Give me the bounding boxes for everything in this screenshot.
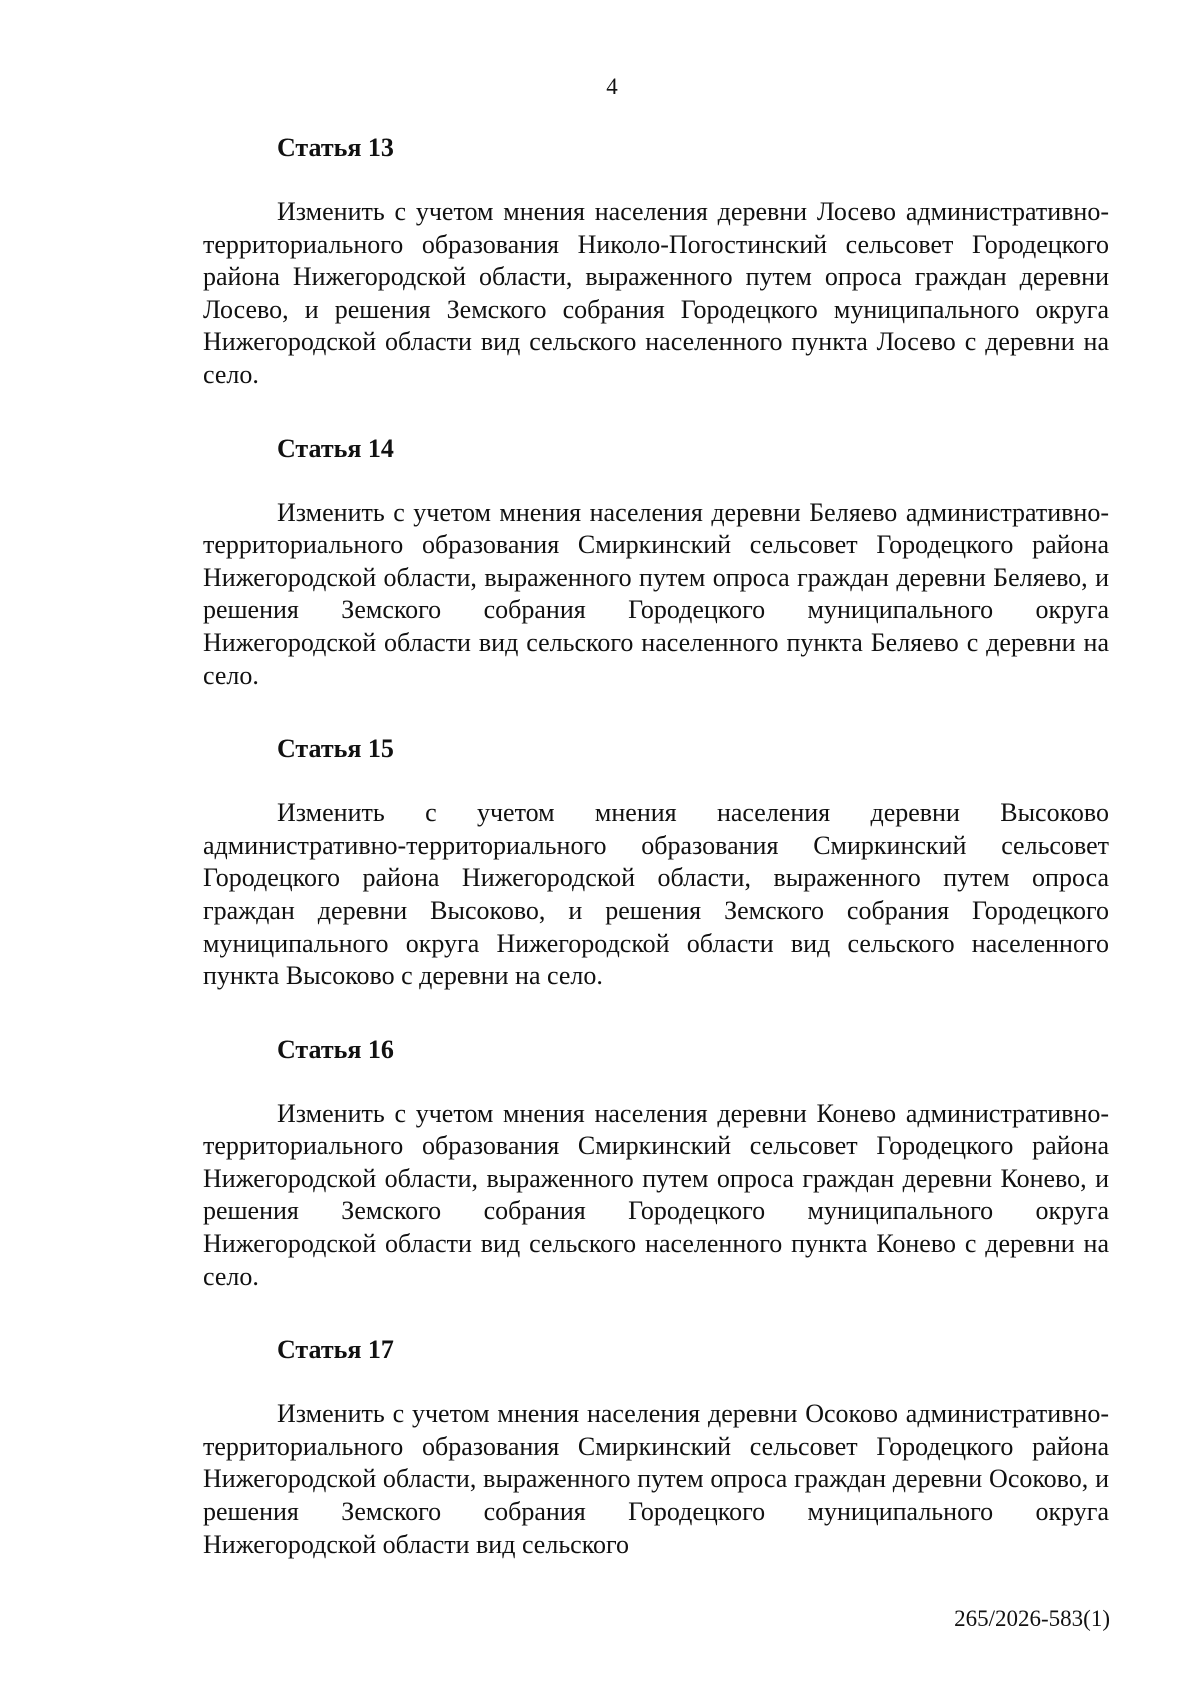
article-16 bbox=[203, 1034, 1109, 1294]
document-body bbox=[203, 132, 1109, 1561]
article-text: Изменить с учетом мнения населения деревни Высоково административно-территориального образования Смиркинский сельсовет Городецкого района Нижегородской области, выраженного путем опроса граждан деревни Высоково, и решения Земского собрания Городецкого муниципального округа Нижегородской области вид сельского населенного пункта Высоково с деревни на село. bbox=[203, 798, 1109, 991]
article-13 bbox=[203, 132, 1109, 392]
article-text: Изменить с учетом мнения населения деревни Лосево административно-территориального образования Николо-Погостинский сельсовет Городецкого района Нижегородской области, выраженного путем опроса граждан деревни Лосево, и решения Земского собрания Городецкого муниципального округа Нижегородской области вид сельского населенного пункта Лосево с деревни на село. bbox=[203, 197, 1109, 389]
article-title: Статья 13 bbox=[277, 133, 394, 162]
article-title: Статья 14 bbox=[277, 433, 394, 463]
article-14 bbox=[203, 433, 1109, 693]
article-text: Изменить с учетом мнения населения деревни Беляево административно-территориального образования Смиркинский сельсовет Городецкого района Нижегородской области, выраженного путем опроса граждан деревни Беляево, и решения Земского собрания Городецкого муниципального округа Нижегородской области вид сельского населенного пункта Беляево с деревни на село. bbox=[203, 497, 1109, 690]
article-text: Изменить с учетом мнения населения деревни Осоково административно-территориального образования Смиркинский сельсовет Городецкого района Нижегородской области, выраженного путем опроса граждан деревни Осоково, и решения Земского собрания Городецкого муниципального округа Нижегородской области вид сельского bbox=[203, 1399, 1109, 1559]
page-number: 4 bbox=[606, 74, 618, 99]
article-text: Изменить с учетом мнения населения деревни Конево административно-территориального образования Смиркинский сельсовет Городецкого района Нижегородской области, выраженного путем опроса граждан деревни Конево, и решения Земского собрания Городецкого муниципального округа Нижегородской области вид сельского населенного пункта Конево с деревни на село. bbox=[203, 1098, 1109, 1291]
article-title: Статья 15 bbox=[277, 734, 394, 764]
article-title: Статья 16 bbox=[277, 1034, 394, 1064]
article-17 bbox=[203, 1334, 1109, 1561]
article-15 bbox=[203, 733, 1109, 993]
article-title: Статья 17 bbox=[277, 1335, 394, 1365]
document-code: 265/2026-583(1) bbox=[954, 1606, 1110, 1631]
